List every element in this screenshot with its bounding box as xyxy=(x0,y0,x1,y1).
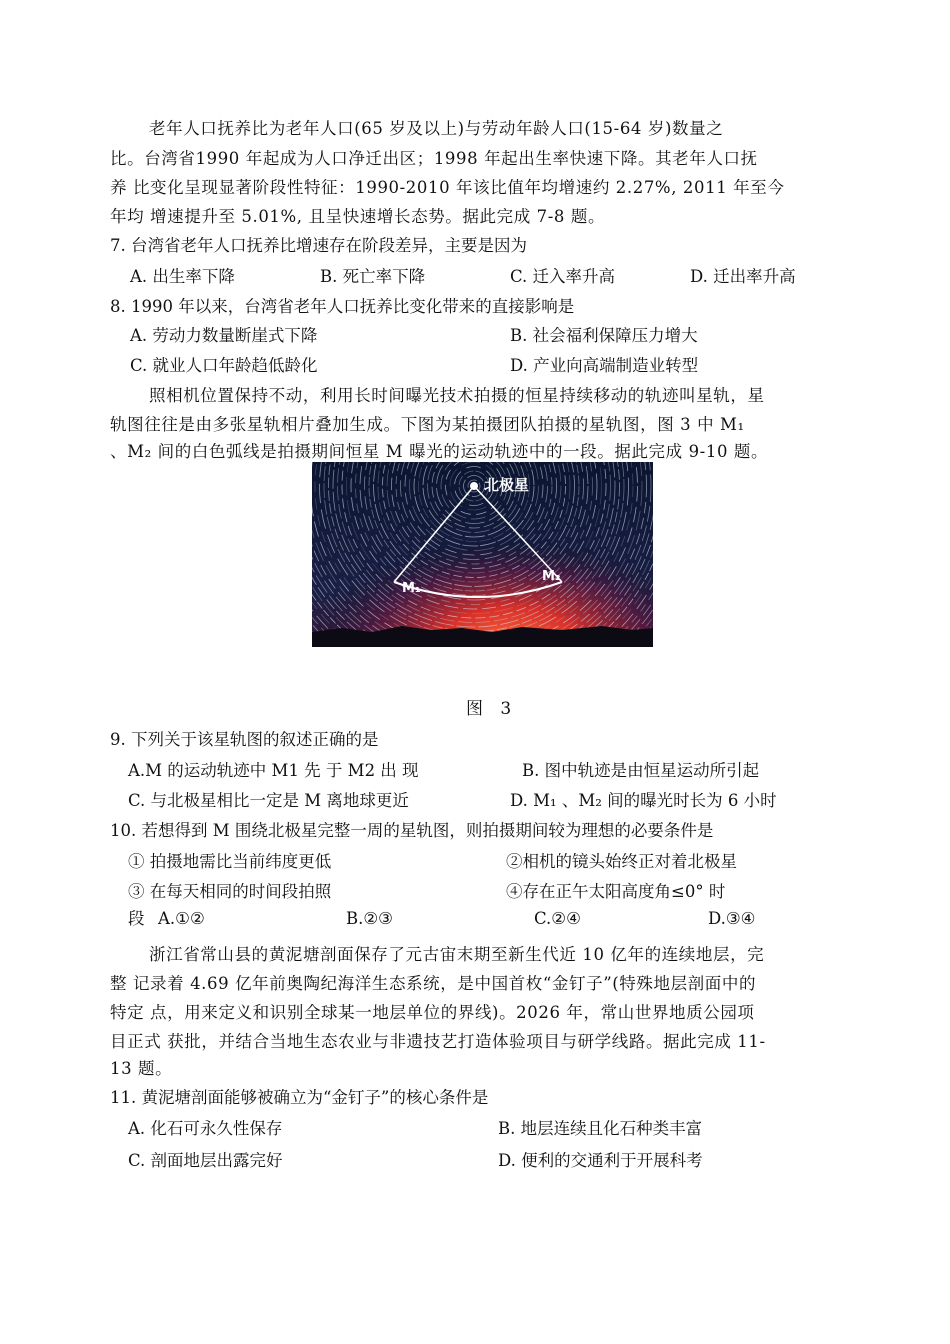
figure-caption: 图 3 xyxy=(466,699,518,719)
intro-11-13-line-5: 13 题。 xyxy=(110,1059,173,1078)
question-7-option-b[interactable]: B. 死亡率下降 xyxy=(320,267,426,286)
question-10-option-c[interactable]: C.②④ xyxy=(534,909,581,928)
intro-7-8-line-3: 养 比变化呈现显著阶段性特征：1990-2010 年该比值年均增速约 2.27%, 2011 年至今 xyxy=(110,178,785,197)
intro-11-13-line-2: 整 记录着 4.69 亿年前奥陶纪海洋生态系统，是中国首枚“金钉子”(特殊地层剖面中的 xyxy=(110,974,757,993)
question-10-condition-4: ④存在正午太阳高度角≤0° 时 xyxy=(506,882,726,901)
question-9-stem: 9. 下列关于该星轨图的叙述正确的是 xyxy=(110,730,379,749)
question-10-option-b[interactable]: B.②③ xyxy=(346,909,393,928)
question-10-condition-2: ②相机的镜头始终正对着北极星 xyxy=(506,852,737,871)
question-10-condition-3: ③ 在每天相同的时间段拍照 xyxy=(128,882,332,901)
intro-11-13-line-1: 浙江省常山县的黄泥塘剖面保存了元古宙末期至新生代近 10 亿年的连续地层，完 xyxy=(149,945,765,964)
intro-7-8-line-4: 年均 增速提升至 5.01%, 且呈快速增长态势。据此完成 7-8 题。 xyxy=(110,207,606,226)
question-11-option-a[interactable]: A. 化石可永久性保存 xyxy=(128,1119,283,1138)
question-11-option-c[interactable]: C. 剖面地层出露完好 xyxy=(128,1151,283,1170)
question-11-stem: 11. 黄泥塘剖面能够被确立为“金钉子”的核心条件是 xyxy=(110,1088,489,1107)
question-7-option-a[interactable]: A. 出生率下降 xyxy=(130,267,235,286)
question-10-option-a[interactable]: A.①② xyxy=(158,909,205,928)
question-7-stem: 7. 台湾省老年人口抚养比增速存在阶段差异，主要是因为 xyxy=(110,236,527,255)
intro-9-10-line-2: 轨图往往是由多张星轨相片叠加生成。下图为某拍摄团队拍摄的星轨图，图 3 中 M₁ xyxy=(110,415,745,434)
question-7-option-c[interactable]: C. 迁入率升高 xyxy=(510,267,616,286)
polaris-label: 北极星 xyxy=(484,476,530,494)
question-11-option-d[interactable]: D. 便利的交通利于开展科考 xyxy=(498,1151,703,1170)
question-8-option-d[interactable]: D. 产业向高端制造业转型 xyxy=(510,356,699,375)
m2-label: M₂ xyxy=(542,569,561,584)
question-10-tail: 段 xyxy=(128,909,145,928)
question-10-option-d[interactable]: D.③④ xyxy=(708,909,756,928)
question-9-option-b[interactable]: B. 图中轨迹是由恒星运动所引起 xyxy=(522,761,760,780)
question-9-option-d[interactable]: D. M₁ 、M₂ 间的曝光时长为 6 小时 xyxy=(510,791,777,810)
intro-9-10-line-3: 、M₂ 间的白色弧线是拍摄期间恒星 M 曝光的运动轨迹中的一段。据此完成 9-10 题。 xyxy=(110,442,769,461)
question-8-option-c[interactable]: C. 就业人口年龄趋低龄化 xyxy=(130,356,318,375)
m1-label: M₁ xyxy=(402,581,421,596)
question-8-option-a[interactable]: A. 劳动力数量断崖式下降 xyxy=(130,326,318,345)
question-10-condition-1: ① 拍摄地需比当前纬度更低 xyxy=(128,852,332,871)
star-trail-photo xyxy=(312,462,653,647)
polaris-marker xyxy=(470,482,478,490)
question-8-stem: 8. 1990 年以来，台湾省老年人口抚养比变化带来的直接影响是 xyxy=(110,297,575,316)
intro-7-8-line-1: 老年人口抚养比为老年人口(65 岁及以上)与劳动年龄人口(15-64 岁)数量之 xyxy=(149,119,724,138)
question-9-option-a[interactable]: A.M 的运动轨迹中 M1 先 于 M2 出 现 xyxy=(128,761,419,780)
intro-7-8-line-2: 比。台湾省1990 年起成为人口净迁出区；1998 年起出生率快速下降。其老年人口抚 xyxy=(110,149,758,168)
question-9-option-c[interactable]: C. 与北极星相比一定是 M 离地球更近 xyxy=(128,791,409,810)
question-7-option-d[interactable]: D. 迁出率升高 xyxy=(690,267,796,286)
intro-11-13-line-3: 特定 点，用来定义和识别全球某一地层单位的界线)。2026 年，常山世界地质公园项 xyxy=(110,1003,755,1022)
intro-9-10-line-1: 照相机位置保持不动，利用长时间曝光技术拍摄的恒星持续移动的轨迹叫星轨，星 xyxy=(149,386,765,405)
intro-11-13-line-4: 目正式 获批，并结合当地生态农业与非遗技艺打造体验项目与研学线路。据此完成 11- xyxy=(110,1032,766,1051)
question-11-option-b[interactable]: B. 地层连续且化石种类丰富 xyxy=(498,1119,703,1138)
question-8-option-b[interactable]: B. 社会福利保障压力增大 xyxy=(510,326,698,345)
question-10-stem: 10. 若想得到 M 围绕北极星完整一周的星轨图，则拍摄期间较为理想的必要条件是 xyxy=(110,821,714,840)
